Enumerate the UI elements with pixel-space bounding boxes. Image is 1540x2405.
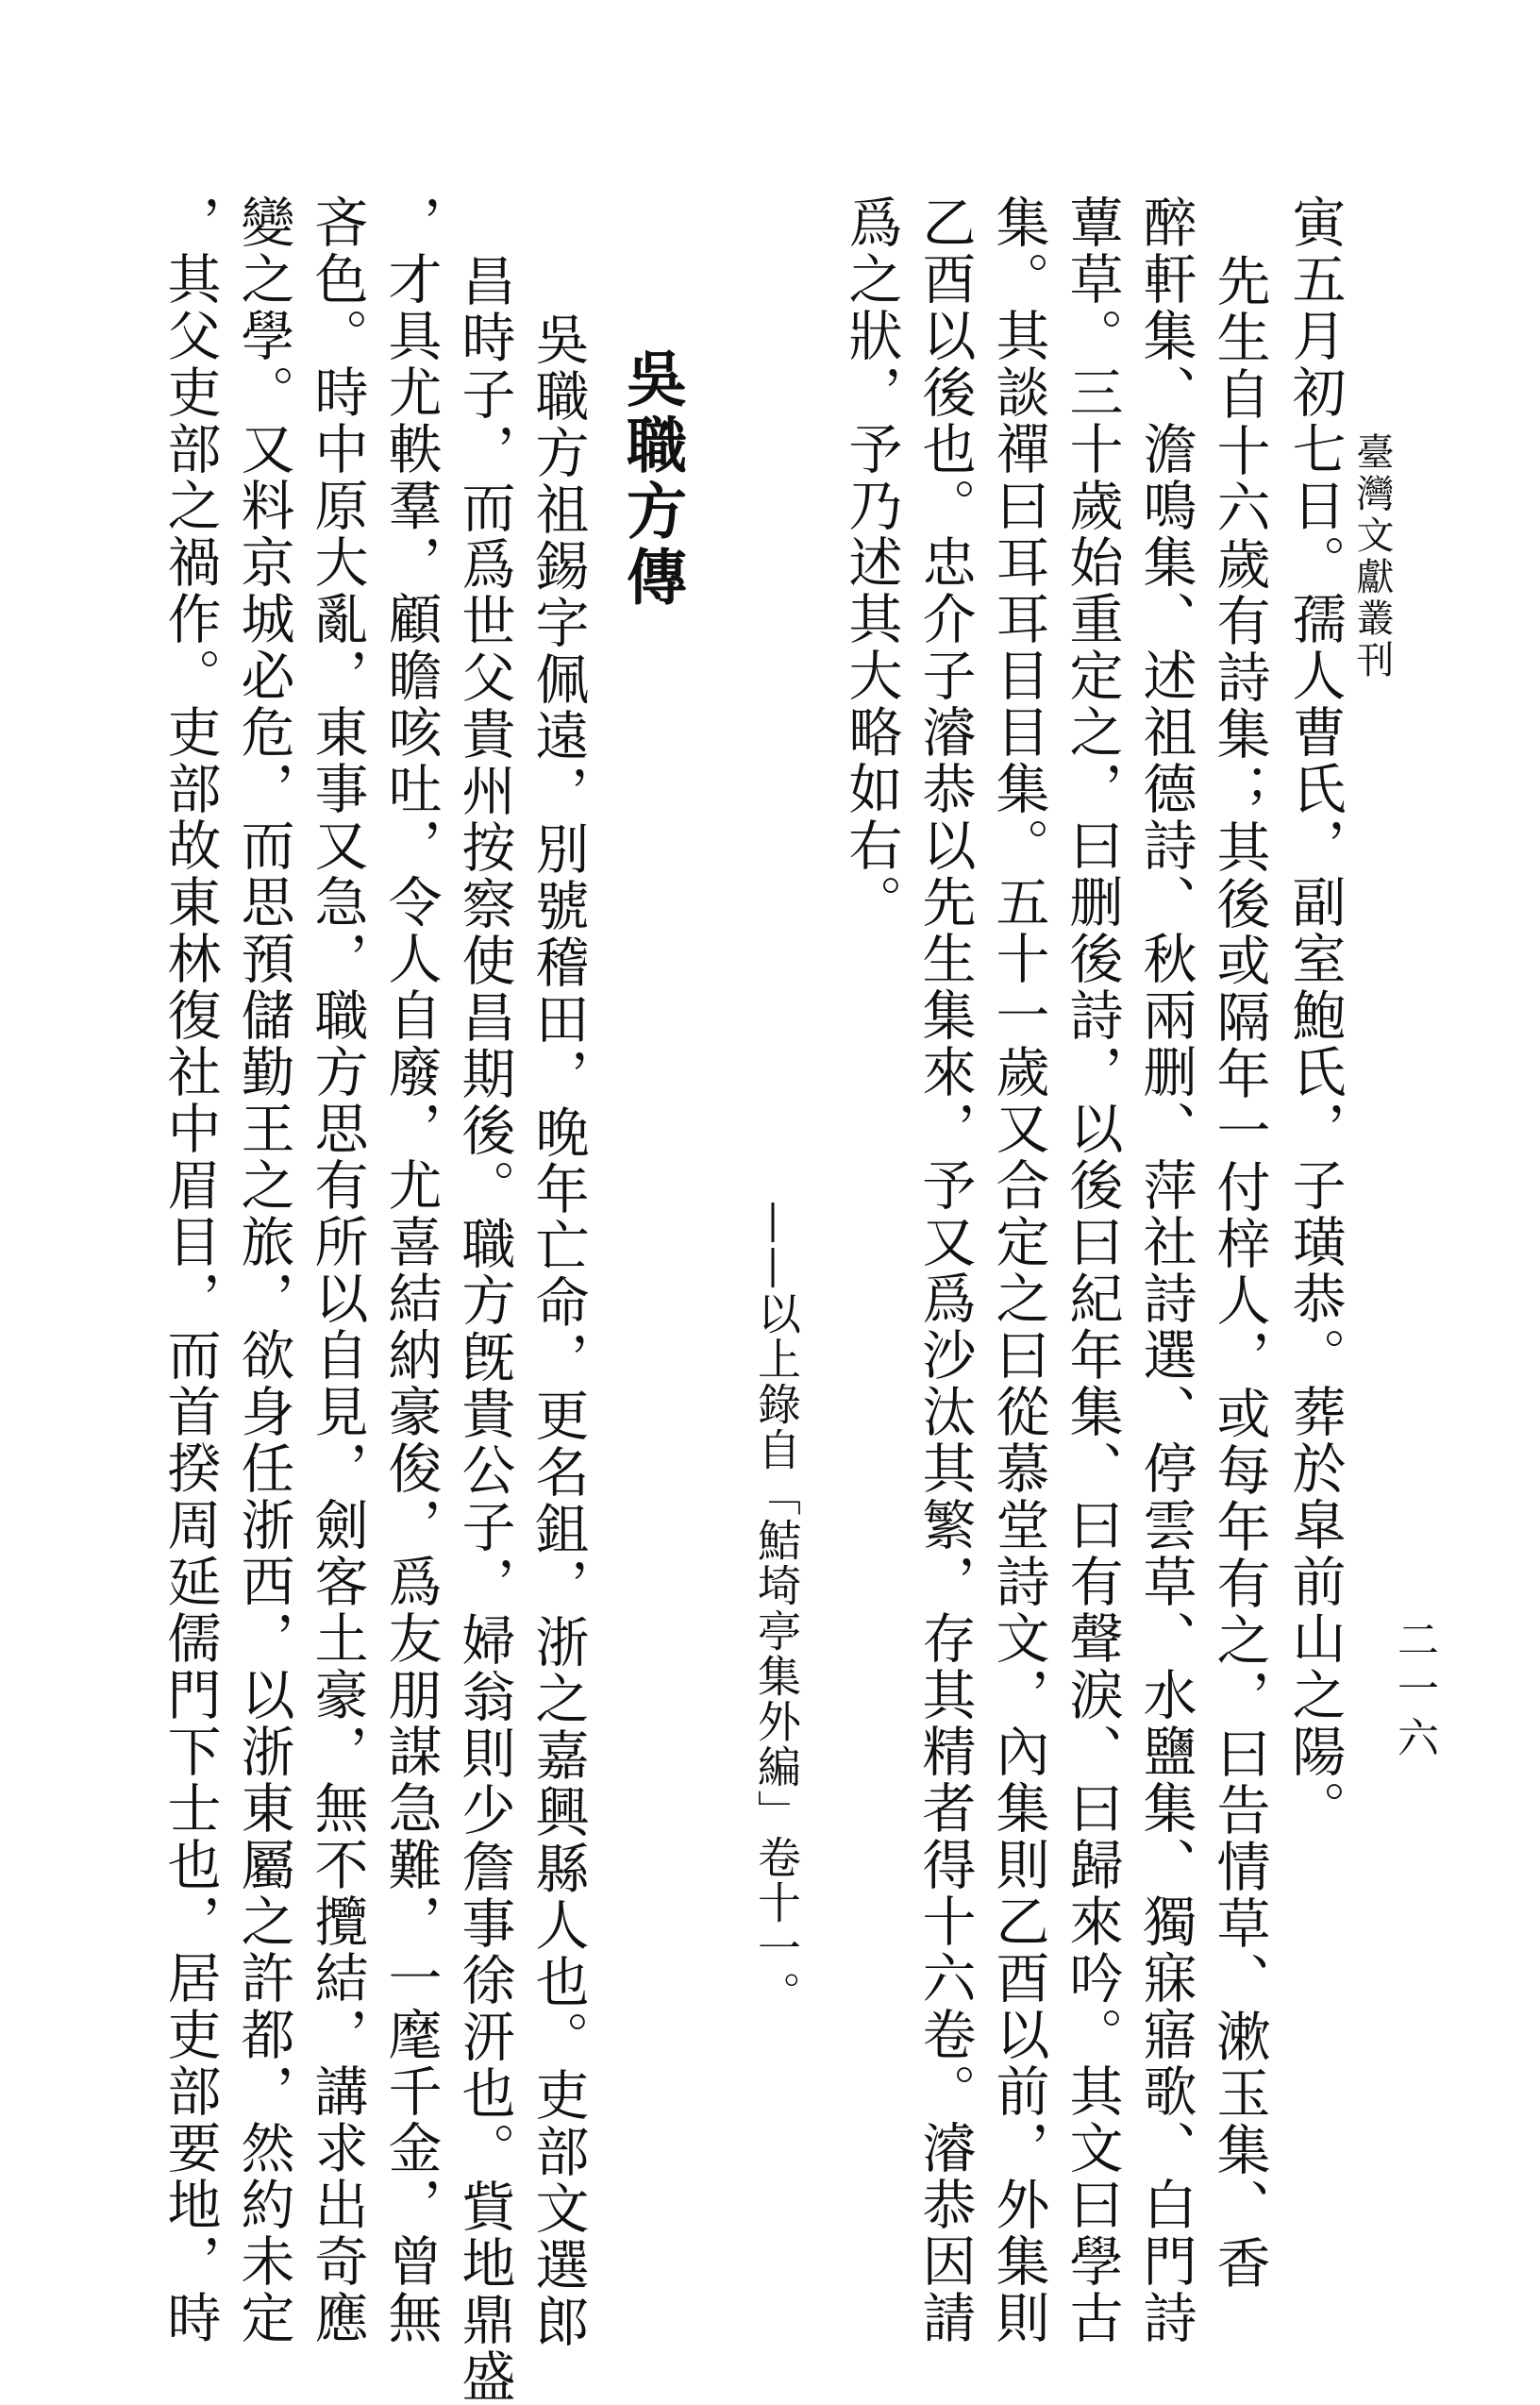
text-line: 變之學。又料京城必危，而思預儲勤王之旅，欲身任浙西，以浙東屬之許都，然約未定: [232, 194, 294, 2346]
text-line: 寅五月初七日。孺人曹氏，副室鮑氏，子璜恭。葬於皐前山之陽。: [1283, 194, 1346, 1837]
text-line: 集。其談禪曰耳耳目目集。五十一歲又合定之曰從慕堂詩文，內集則乙酉以前，外集則: [987, 194, 1049, 2346]
text-line: 吳職方祖錫字佩遠，別號稽田，晚年亡命，更名鉏，浙之嘉興縣人也。吏部文選郎: [527, 311, 589, 2350]
text-line: ，其父吏部之禍作。吏部故東林復社中眉目，而首揆周延儒門下士也，居吏部要地，時: [159, 194, 221, 2346]
text-line: 醉軒集、澹鳴集、述祖德詩、秋兩删、萍社詩選、停雲草、水鹽集、獨寐寤歌、白門詩: [1134, 194, 1197, 2346]
series-title: 臺灣文獻叢刊: [1350, 432, 1394, 681]
text-line: 爲之狀，予乃述其大略如右。: [840, 194, 902, 931]
text-line: 吝色。時中原大亂，東事又急，職方思有所以自見，劍客土豪，無不攬結，講求出奇應: [306, 194, 368, 2346]
text-line: 蕈草。三十歲始重定之，曰删後詩，以後曰紀年集、曰有聲淚、曰歸來吟。其文曰學古: [1061, 194, 1123, 2346]
text-line: 乙酉以後也。忠介子濬恭以先生集來，予又爲沙汰其繁，存其精者得十六卷。濬恭因請: [913, 194, 976, 2346]
text-line: 昌時子，而爲世父貴州按察使昌期後。職方旣貴公子，婦翁則少詹事徐汧也。貲地鼎盛: [453, 253, 515, 2405]
text-line: ，才具尤軼羣，顧瞻咳吐，令人自廢，尤喜結納豪俊，爲友朋謀急難，一麾千金，曾無: [379, 194, 442, 2346]
page-number: 二一六: [1390, 1618, 1438, 1765]
text-line: 先生自十六歲有詩集；其後或隔年一付梓人，或每年有之，曰告情草、漱玉集、香: [1208, 253, 1270, 2292]
source-citation: ——以上錄自「鮚埼亭集外編」卷十一。: [751, 1201, 802, 2016]
section-title: 吳職方傳: [616, 347, 687, 612]
